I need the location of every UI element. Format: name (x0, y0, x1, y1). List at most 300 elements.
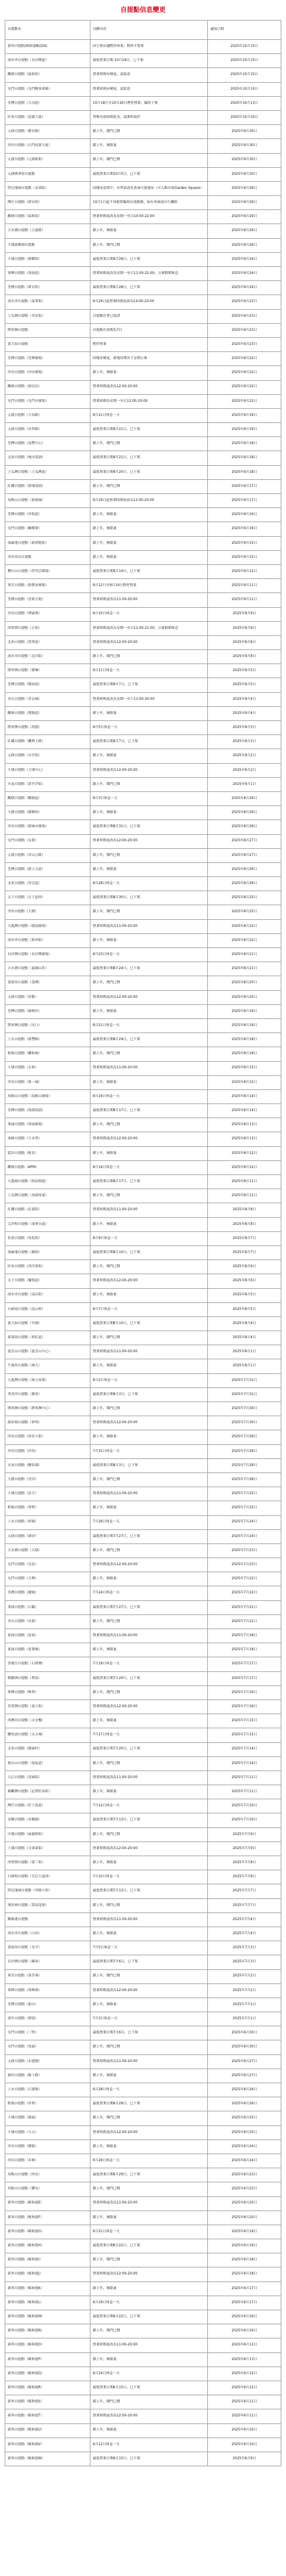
site-cell: 屯門自提點（大興） (5, 1572, 90, 1586)
notice-cell: 9月19日起營業時間更改為12:00-20:00 (90, 494, 208, 508)
table-row (5, 2395, 281, 2409)
notice-cell: 鎖上年，閘門已開 (90, 1969, 208, 1983)
site-cell: 柴灣自提點（興華） (5, 1685, 90, 1700)
table-row (5, 1799, 281, 1813)
site-cell: 荔枝角自提點（美孚） (5, 1941, 90, 1955)
date-cell: 2025年9月11日 (208, 593, 281, 607)
notice-cell: 鎖上年，無限量 (90, 508, 208, 522)
date-cell: 2025年9月23日 (208, 295, 281, 309)
date-cell: 2025年9月2日 (208, 749, 281, 763)
table-row (5, 224, 281, 238)
date-cell: 2025年8月15日 (208, 1061, 281, 1075)
site-cell: 新界自提點（順和德K） (5, 2281, 90, 2296)
date-cell: 2025年7月10日 (208, 1799, 281, 1813)
date-cell: 2025年7月9日 (208, 1842, 281, 1856)
date-cell: 2025年7月7日 (208, 1884, 281, 1898)
date-cell: 2025年6月12日 (208, 2367, 281, 2381)
date-cell: 2025年6月19日 (208, 2239, 281, 2253)
site-cell: 東涌自提點（東薈城） (5, 1643, 90, 1657)
site-cell: 大埔自提點（富亨） (5, 1487, 90, 1501)
table-row (5, 252, 281, 266)
date-cell: 2025年7月25日 (208, 1487, 281, 1501)
site-cell: 天水圍自提點（天恩路） (5, 224, 90, 238)
date-cell: 2025年8月18日 (208, 1047, 281, 1061)
site-cell: 新界自提點（順和德G） (5, 2225, 90, 2239)
date-cell: 2025年7月31日 (208, 1373, 281, 1387)
table-row (5, 2040, 281, 2054)
date-cell: 2025年8月19日 (208, 1004, 281, 1018)
date-cell: 2025年7月28日 (208, 1458, 281, 1473)
notice-cell: 鎖上年，無限量 (90, 1501, 208, 1515)
notice-cell: 最低營業日期8月24日，已下架 (90, 1033, 208, 1047)
date-cell: 2025年7月31日 (208, 1387, 281, 1402)
site-cell: 深水埗自提點（北河街） (5, 650, 90, 664)
site-cell: 紅磡自提點（必嘉街） (5, 1203, 90, 1217)
notice-cell: 營業時間更改為12:00-20:00 (90, 2267, 208, 2281)
date-cell: 2025年6月16日 (208, 2324, 281, 2338)
table-row (5, 2409, 281, 2423)
date-cell: 2025年6月26日 (208, 2083, 281, 2097)
notice-cell: 最低營業日期8月24日，已下架 (90, 962, 208, 976)
date-cell: 2025年9月18日 (208, 437, 281, 451)
notice-cell: 6月28日休息一天 (90, 2083, 208, 2097)
table-row (5, 82, 281, 96)
site-cell: 沙田自提點（新城市廣場） (5, 820, 90, 834)
notice-cell: 營業時間更改為12:00-20:00 (90, 1983, 208, 1998)
notice-cell: 最低營業日期7月6日，已下架 (90, 2026, 208, 2040)
site-cell: 黃大仙自提點 (5, 337, 90, 351)
notice-cell: 鎖上年，無限量 (90, 550, 208, 564)
site-cell: 大埔自提點（太和） (5, 1061, 90, 1075)
site-cell: 荃灣自提點（荃灣廣場） (5, 352, 90, 366)
date-cell: 2025年7月10日 (208, 1813, 281, 1827)
table-row (5, 1614, 281, 1629)
site-cell: 觀塘自提點（協和街） (5, 68, 90, 82)
table-row (5, 1827, 281, 1842)
site-cell: 元朗自提點（安寧路） (5, 423, 90, 437)
date-cell: 2025年7月4日 (208, 1912, 281, 1927)
notice-cell: 7月24日休息一天 (90, 1586, 208, 1600)
notice-cell: 營業時間更改為11:00-20:00 (90, 1203, 208, 1217)
date-cell: 2025年9月9日 (208, 607, 281, 621)
date-cell: 2025年8月13日 (208, 1118, 281, 1132)
table-row (5, 777, 281, 791)
notice-cell: 鎖上年，無限量 (90, 1714, 208, 1728)
date-cell: 2025年7月25日 (208, 1501, 281, 1515)
date-cell: 2025年8月7日 (208, 1245, 281, 1260)
site-cell: 紅磡自提點（黃埔花園） (5, 479, 90, 493)
date-cell: 2025年7月30日 (208, 1402, 281, 1416)
site-cell: 天水圍自提點（天瑞） (5, 1543, 90, 1558)
date-cell: 2025年6月27日 (208, 2054, 281, 2069)
table-row (5, 508, 281, 522)
site-cell: 沙田自提點（石門商業大廈） (5, 139, 90, 153)
site-cell: 天后自提點（清風街） (5, 1771, 90, 1785)
date-cell: 2025年8月22日 (208, 933, 281, 947)
table-row (5, 2324, 281, 2338)
table-row (5, 664, 281, 678)
notice-cell: 鎖上年，無限量 (90, 749, 208, 763)
table-row (5, 763, 281, 777)
notice-cell: 營業時間有變更，請留意 (90, 82, 208, 96)
notice-cell: 鎖上年，閘門已開 (90, 976, 208, 990)
site-cell: 沙田自提點（大圍） (5, 905, 90, 919)
date-cell: 2025年6月13日 (208, 2352, 281, 2367)
site-cell: 新界自提點（順和德P） (5, 2352, 90, 2367)
site-cell: 元朗自提點（青山公路） (5, 848, 90, 862)
notice-cell: 營業時間更改為11:00-20:00 (90, 2054, 208, 2069)
notice-cell: 最低營業日期9月7日，已下架 (90, 678, 208, 692)
site-cell: 馬鞍山自提點（新港城） (5, 494, 90, 508)
date-cell: 2025年9月24日 (208, 267, 281, 281)
site-cell: 新界自提點（順和德I） (5, 2253, 90, 2267)
date-cell: 2025年9月29日 (208, 196, 281, 210)
table-row (5, 238, 281, 252)
date-cell: 2025年7月18日 (208, 1629, 281, 1643)
date-cell: 2025年9月4日 (208, 706, 281, 720)
notice-cell: 最低營業日期6月29日，已下架 (90, 2097, 208, 2111)
notice-cell: 營業時間為星期一至日12:00-20:00 (90, 394, 208, 408)
site-cell: 新界自提點（順和德R） (5, 2381, 90, 2395)
table-row (5, 2423, 281, 2438)
table-row (5, 1629, 281, 1643)
site-cell: 數碼港自提點 (5, 1912, 90, 1927)
table-row (5, 451, 281, 465)
table-row (5, 550, 281, 564)
table-row (5, 735, 281, 749)
notice-cell: 7月17日休息一天 (90, 1728, 208, 1742)
table-row (5, 1473, 281, 1487)
table-row (5, 408, 281, 422)
site-cell: 堅尼地城自提點（卑路乍街） (5, 1884, 90, 1898)
header-notice: 具體內容 (90, 21, 208, 40)
table-row (5, 2367, 281, 2381)
site-cell: 北角自提點（渣華道） (5, 635, 90, 649)
site-cell: 錦田自提點（錦上路） (5, 2069, 90, 2083)
notice-cell: 9月10日休息一天 (90, 607, 208, 621)
table-row (5, 820, 281, 834)
table-row (5, 323, 281, 337)
notice-cell: 7月3日休息一天 (90, 2012, 208, 2026)
table-row (5, 1132, 281, 1146)
table-row (5, 933, 281, 947)
site-cell: 九龍灣自提點（淘大商場） (5, 1373, 90, 1387)
site-cell: 鑽石山自提點（荷里活廣場） (5, 564, 90, 578)
date-cell: 2025年7月16日 (208, 1685, 281, 1700)
site-cell: 鰂魚涌自提點（太古城） (5, 1728, 90, 1742)
site-cell: 新界自提點（順和德S） (5, 2395, 90, 2409)
site-cell: 沙田自提點（第一城） (5, 1075, 90, 1089)
notice-cell: 鎖上年，閘門已開 (90, 153, 208, 167)
date-cell: 2025年7月24日 (208, 1515, 281, 1529)
notice-cell: 自提點存放期為7日 (90, 323, 208, 337)
site-cell: 大埔自提點（廣福） (5, 2111, 90, 2125)
site-cell: 新界自提點（順和德Q） (5, 2367, 90, 2381)
header-date: 通知日期 (208, 21, 281, 40)
table-row (5, 1969, 281, 1983)
site-cell: 新界自提點（順和德J） (5, 2267, 90, 2281)
table-row (5, 905, 281, 919)
date-cell: 2025年8月29日 (208, 791, 281, 805)
table-row (5, 678, 281, 692)
notice-cell: 6月26日休息一天 (90, 2154, 208, 2168)
notice-cell: 鎖上年，閘門已開 (90, 2182, 208, 2196)
date-cell: 2025年7月14日 (208, 1756, 281, 1771)
table-row (5, 423, 281, 437)
site-cell: 長沙灣自提點（蘇屋） (5, 1955, 90, 1969)
notice-cell: 因地址變更，新地址將於下星期公佈 (90, 352, 208, 366)
date-cell: 2025年7月11日 (208, 1785, 281, 1799)
table-row (5, 479, 281, 493)
site-cell: 元朗自提點（谷亭街） (5, 749, 90, 763)
notice-cell: 6月21日休息一天 (90, 2225, 208, 2239)
notice-cell: 7月5日休息一天 (90, 1941, 208, 1955)
date-cell: 2025年7月22日 (208, 1572, 281, 1586)
site-cell: 深水埗自提點（長沙灣道） (5, 54, 90, 68)
table-row (5, 1543, 281, 1558)
date-cell: 2025年8月22日 (208, 919, 281, 933)
table-row (5, 948, 281, 962)
table-row (5, 1714, 281, 1728)
table-row (5, 1912, 281, 1927)
notice-cell: 營業時間更改為11:00-20:00 (90, 1912, 208, 1927)
notice-cell: 6月14日休息一天 (90, 2367, 208, 2381)
table-row (5, 1387, 281, 1402)
date-cell: 2025年9月23日 (208, 323, 281, 337)
table-row (5, 2069, 281, 2083)
notice-cell: 鎖上年，無限量 (90, 366, 208, 380)
date-cell: 2025年9月11日 (208, 579, 281, 593)
site-cell: 沙田自提點（博康邨） (5, 607, 90, 621)
table-body (5, 40, 281, 2466)
site-cell: 荃灣自提點（沙咀道） (5, 508, 90, 522)
date-cell: 2025年8月12日 (208, 1160, 281, 1174)
site-cell: 屯門自提點（三聖） (5, 2026, 90, 2040)
site-cell: 慈雲山自提點（慈雲山中心） (5, 1345, 90, 1359)
date-cell: 2025年10月15日 (208, 82, 281, 96)
notice-cell: 鎖上年，無限量 (90, 862, 208, 876)
table-row (5, 2125, 281, 2140)
table-row (5, 1756, 281, 1771)
date-cell: 2025年9月3日 (208, 721, 281, 735)
table-row (5, 1487, 281, 1501)
date-cell: 2025年7月17日 (208, 1671, 281, 1685)
site-cell: 金鐘自提點（金鐘廊） (5, 1813, 90, 1827)
site-cell: 土瓜灣自提點（土瓜灣道） (5, 465, 90, 479)
site-cell: 馬鞍山自提點（馬鞍山廣場） (5, 1089, 90, 1103)
date-cell: 2025年9月22日 (208, 352, 281, 366)
table-row (5, 1260, 281, 1274)
date-cell: 2025年8月8日 (208, 1217, 281, 1231)
notice-cell: 營業時間更改為星期一至日11:00-22:00，公眾假期休息 (90, 267, 208, 281)
notice-cell: 鎖上年，無限量 (90, 1146, 208, 1160)
table-row (5, 1033, 281, 1047)
notice-cell: 因地址設置中，存貨前請先查詢大廈地址（可入館存取Garden Square） (90, 181, 208, 195)
date-cell: 2025年7月3日 (208, 1941, 281, 1955)
notice-cell: 鎖上年，無限量 (90, 2281, 208, 2296)
notice-cell: 鎖上年，無限量 (90, 1643, 208, 1657)
table-row (5, 1444, 281, 1458)
date-cell: 2025年7月17日 (208, 1657, 281, 1671)
notice-cell: 最低營業日期8月3日，已下架 (90, 1458, 208, 1473)
site-cell: 新界自提點（順和德L） (5, 2296, 90, 2310)
notice-cell: 8月2日休息一天 (90, 1373, 208, 1387)
date-cell: 2025年6月10日 (208, 2438, 281, 2452)
notice-cell: 最低營業日期9月28日，已下架 (90, 252, 208, 266)
notice-cell: 鎖上年，無限量 (90, 706, 208, 720)
notice-cell: 鎖上年，無限量 (90, 1217, 208, 1231)
site-cell: 沙田自提點（禾輋） (5, 2154, 90, 2168)
site-cell: 上水自提點（新豐路） (5, 1033, 90, 1047)
date-cell: 2025年8月26日 (208, 862, 281, 876)
table-row (5, 1771, 281, 1785)
date-cell: 2025年9月23日 (208, 337, 281, 351)
date-cell: 2025年9月2日 (208, 763, 281, 777)
notice-cell: 營業時間更改為12:00-20:00 (90, 1132, 208, 1146)
notice-cell: 鎖上年，閘門已開 (90, 437, 208, 451)
site-cell: 荃灣自提點（楊屋道） (5, 678, 90, 692)
date-cell: 2025年8月19日 (208, 1018, 281, 1033)
date-cell: 2025年9月26日 (208, 224, 281, 238)
notice-cell: 最低營業日期6月15日，已下架 (90, 2452, 208, 2466)
table-row (5, 2154, 281, 2168)
notice-cell: 鎖上年，無限量 (90, 536, 208, 550)
date-cell: 2025年9月15日 (208, 550, 281, 564)
notice-cell: 鎖上年，無限量 (90, 1075, 208, 1089)
date-cell: 2025年9月15日 (208, 536, 281, 550)
site-cell: 太子自提點（彌敦道） (5, 1274, 90, 1288)
notice-cell: 鎖上年，閘門已開 (90, 125, 208, 139)
date-cell: 2025年9月29日 (208, 181, 281, 195)
notice-cell: 鎖上年，閘門已開 (90, 479, 208, 493)
notice-cell: 營業時間更改為12:00-20:00 (90, 1842, 208, 1856)
notice-cell: 最低營業日期 10月18日，已下架 (90, 54, 208, 68)
notice-cell: 營業時間更改為星期一至六11:00-20:00 (90, 692, 208, 706)
table-row (5, 337, 281, 351)
notice-cell: 鎖上年，閘門已開 (90, 2040, 208, 2054)
date-cell: 2025年7月21日 (208, 1614, 281, 1629)
notice-cell: 鎖上年，無限量 (90, 522, 208, 536)
date-cell: 2025年8月4日 (208, 1316, 281, 1331)
site-cell: 大埔自提點（大元） (5, 2125, 90, 2140)
table-row (5, 2140, 281, 2154)
site-cell: 西灣河自提點（太安樓） (5, 1714, 90, 1728)
table-row (5, 1898, 281, 1912)
notice-cell: 營業時間更改為11:00-20:00 (90, 1487, 208, 1501)
date-cell: 2025年9月22日 (208, 380, 281, 394)
notice-cell: 鎖上年，無限量 (90, 2069, 208, 2083)
site-cell: 將軍澳自提點（尚德） (5, 721, 90, 735)
notice-cell: 最低營業日期10月5日，已下架 (90, 167, 208, 181)
table-row (5, 877, 281, 891)
site-cell: 將軍澳自提點（寶琳） (5, 664, 90, 678)
site-cell: 火炭自提點（駿景園） (5, 1458, 90, 1473)
date-cell: 2025年9月3日 (208, 735, 281, 749)
notice-cell: 鎖上年，閘門已開 (90, 905, 208, 919)
table-header (5, 21, 281, 40)
table-row (5, 1061, 281, 1075)
date-cell: 2025年6月27日 (208, 2069, 281, 2083)
site-cell: 香港仔自提點（石排灣） (5, 1657, 90, 1671)
table-row (5, 1941, 281, 1955)
site-cell: 九龍城自提點（衙前圍道） (5, 1175, 90, 1189)
notice-cell: 營業時間更改為12:00-20:00 (90, 635, 208, 649)
site-cell: 將軍澳自提點 (5, 323, 90, 337)
site-cell: 新界自提點（順和德M） (5, 2310, 90, 2324)
notice-cell: 鎖上年，無限量 (90, 1856, 208, 1870)
site-cell: 新界自提點（順和德U） (5, 2423, 90, 2438)
notice-cell: 最低營業日期7月27日，已下架 (90, 1529, 208, 1543)
notice-cell: 鎖上年，閘門已開 (90, 2395, 208, 2409)
notice-cell: 鎖上年，無限量 (90, 1572, 208, 1586)
site-cell: 大埔康樂園自提點 (5, 238, 90, 252)
table-row (5, 437, 281, 451)
notice-cell: 最低營業日期6月29日，已下架 (90, 2168, 208, 2182)
site-cell: 北角自提點（城市花園） (5, 451, 90, 465)
date-cell: 2025年8月4日 (208, 1331, 281, 1345)
site-cell: 天水圍自提點（嘉湖山莊） (5, 962, 90, 976)
table-row (5, 267, 281, 281)
notice-cell: 鎖上年，閘門已開 (90, 1473, 208, 1487)
table-row (5, 2452, 281, 2466)
date-cell: 2025年8月8日 (208, 1203, 281, 1217)
notice-cell: 鎖上年，無限量 (90, 2140, 208, 2154)
date-cell: 2025年6月19日 (208, 2225, 281, 2239)
table-row (5, 1558, 281, 1572)
site-cell: 屯門自提點（屯門市廣場） (5, 394, 90, 408)
table-row (5, 962, 281, 976)
site-cell: 大圍自提點（美田） (5, 1473, 90, 1487)
table-row (5, 2097, 281, 2111)
table-row (5, 749, 281, 763)
date-cell: 2025年7月1日 (208, 1998, 281, 2012)
site-cell: 調景嶺自提點（彩明） (5, 1416, 90, 1430)
site-cell: 上水自提點（石湖墟） (5, 2083, 90, 2097)
date-cell: 2025年10月15日 (208, 68, 281, 82)
table-row (5, 1245, 281, 1260)
notice-cell: 鎖上年，閘門已開 (90, 1543, 208, 1558)
date-cell: 2025年8月6日 (208, 1260, 281, 1274)
site-cell: 馬鞍山自提點（恆安） (5, 2168, 90, 2182)
date-cell: 2025年7月1日 (208, 2012, 281, 2026)
notice-cell: 鎖上年，閘門已開 (90, 848, 208, 862)
date-cell: 2025年6月12日 (208, 2381, 281, 2395)
notice-cell: 營業時間更改為11:00-20:00 (90, 2338, 208, 2352)
date-cell: 2025年6月11日 (208, 2409, 281, 2423)
table-row (5, 1955, 281, 1969)
site-cell: 深水埗自提點（福華街） (5, 295, 90, 309)
date-cell: 2025年8月28日 (208, 820, 281, 834)
site-cell: 元朗自提點（教育路） (5, 125, 90, 139)
date-cell: 2025年9月5日 (208, 664, 281, 678)
site-cell: 荃灣自提點（眾安街） (5, 281, 90, 295)
site-cell: 石硤尾自提點（南山邨） (5, 1302, 90, 1316)
date-cell: 2025年8月29日 (208, 806, 281, 820)
table-row (5, 380, 281, 394)
table-row (5, 2225, 281, 2239)
notice-cell: 8月16日休息一天 (90, 1089, 208, 1103)
table-row (5, 1785, 281, 1799)
site-cell: 油麻地自提點（廟街） (5, 1245, 90, 1260)
site-cell: 北角自提點（英皇道） (5, 877, 90, 891)
date-cell: 2025年6月11日 (208, 2395, 281, 2409)
site-cell: 西貢自提點（西貢大街） (5, 1430, 90, 1444)
table-row (5, 1842, 281, 1856)
table-row (5, 862, 281, 876)
table-row (5, 2168, 281, 2182)
table-row (5, 2211, 281, 2225)
notice-cell: 營業時間更改為星期一至日10:00-22:00 (90, 210, 208, 224)
